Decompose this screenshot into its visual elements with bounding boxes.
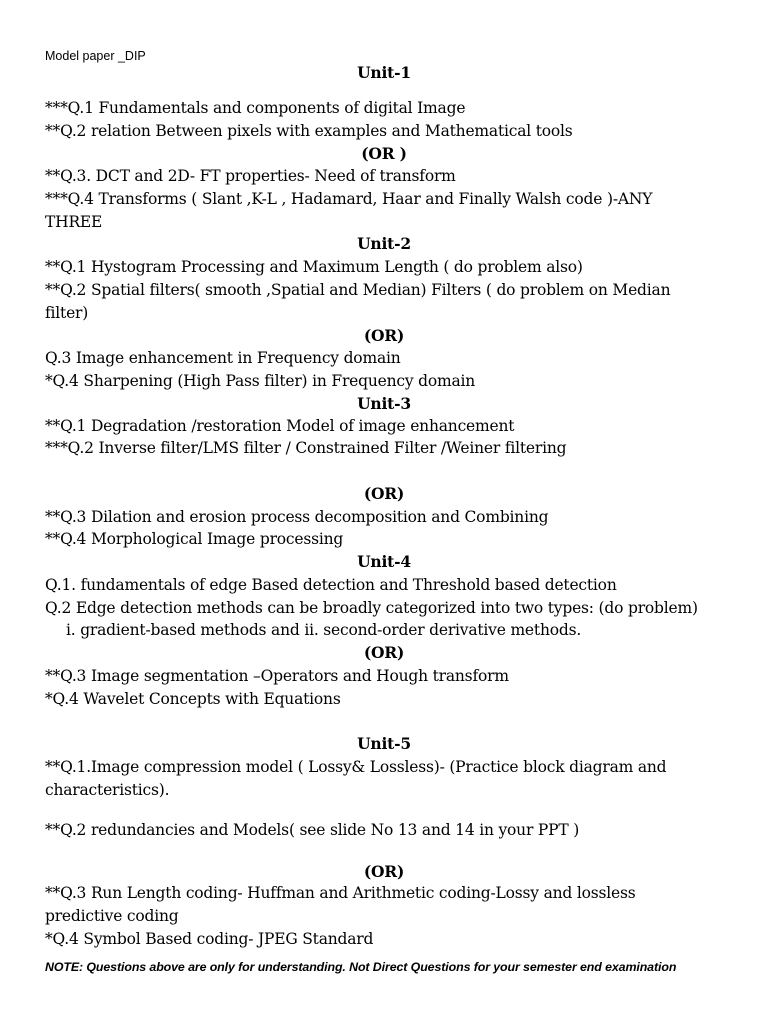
- unit-5-or: (OR): [363, 862, 405, 881]
- exam-note: NOTE: Questions above are only for understanding. Not Direct Questions for your semester end examination: [45, 960, 677, 974]
- unit-5-q4: *Q.4 Symbol Based coding- JPEG Standard: [45, 930, 374, 948]
- unit-3-or: (OR): [363, 484, 405, 503]
- unit-1-or: (OR ): [361, 144, 407, 163]
- unit-1-q4-cont: THREE: [45, 213, 103, 231]
- unit-1-q2: **Q.2 relation Between pixels with examples and Mathematical tools: [45, 122, 573, 140]
- unit-3-q1: **Q.1 Degradation /restoration Model of image enhancement: [45, 417, 515, 435]
- unit-2-q2-cont: filter): [45, 304, 89, 322]
- unit-1-title: Unit-1: [357, 63, 411, 82]
- unit-1-q4: ***Q.4 Transforms ( Slant ,K-L , Hadamard, Haar and Finally Walsh code )-ANY: [45, 190, 653, 208]
- unit-5-q1-cont: characteristics).: [45, 781, 170, 799]
- unit-3-title: Unit-3: [357, 394, 411, 413]
- unit-4-q4: *Q.4 Wavelet Concepts with Equations: [45, 690, 341, 708]
- unit-5-q1: **Q.1.Image compression model ( Lossy& Lossless)- (Practice block diagram and: [45, 758, 667, 776]
- unit-5-q2: **Q.2 redundancies and Models( see slide No 13 and 14 in your PPT ): [45, 821, 580, 839]
- unit-4-q1: Q.1. fundamentals of edge Based detection and Threshold based detection: [45, 576, 617, 594]
- unit-2-q2: **Q.2 Spatial filters( smooth ,Spatial and Median) Filters ( do problem on Median: [45, 281, 671, 299]
- unit-5-title: Unit-5: [357, 734, 411, 753]
- unit-2-q3: Q.3 Image enhancement in Frequency domain: [45, 349, 401, 367]
- unit-1-q3: **Q.3. DCT and 2D- FT properties- Need of transform: [45, 167, 456, 185]
- unit-4-q3: **Q.3 Image segmentation –Operators and Hough transform: [45, 667, 509, 685]
- unit-2-or: (OR): [363, 326, 405, 345]
- document-header: Model paper _DIP: [45, 49, 146, 63]
- unit-3-q3: **Q.3 Dilation and erosion process decomposition and Combining: [45, 508, 549, 526]
- unit-2-q4: *Q.4 Sharpening (High Pass filter) in Frequency domain: [45, 372, 476, 390]
- unit-5-q3: **Q.3 Run Length coding- Huffman and Arithmetic coding-Lossy and lossless: [45, 884, 636, 902]
- unit-2-q1: **Q.1 Hystogram Processing and Maximum Length ( do problem also): [45, 258, 583, 276]
- unit-4-q2: Q.2 Edge detection methods can be broadly categorized into two types: (do problem): [45, 599, 698, 617]
- unit-3-q2: ***Q.2 Inverse filter/LMS filter / Constrained Filter /Weiner filtering: [45, 439, 567, 457]
- unit-2-title: Unit-2: [357, 234, 411, 253]
- unit-4-or: (OR): [363, 643, 405, 662]
- unit-3-q4: **Q.4 Morphological Image processing: [45, 530, 344, 548]
- unit-4-q2-cont: i. gradient-based methods and ii. second-order derivative methods.: [66, 621, 582, 639]
- unit-1-q1: ***Q.1 Fundamentals and components of digital Image: [45, 99, 466, 117]
- unit-4-title: Unit-4: [357, 552, 411, 571]
- unit-5-q3-cont: predictive coding: [45, 907, 179, 925]
